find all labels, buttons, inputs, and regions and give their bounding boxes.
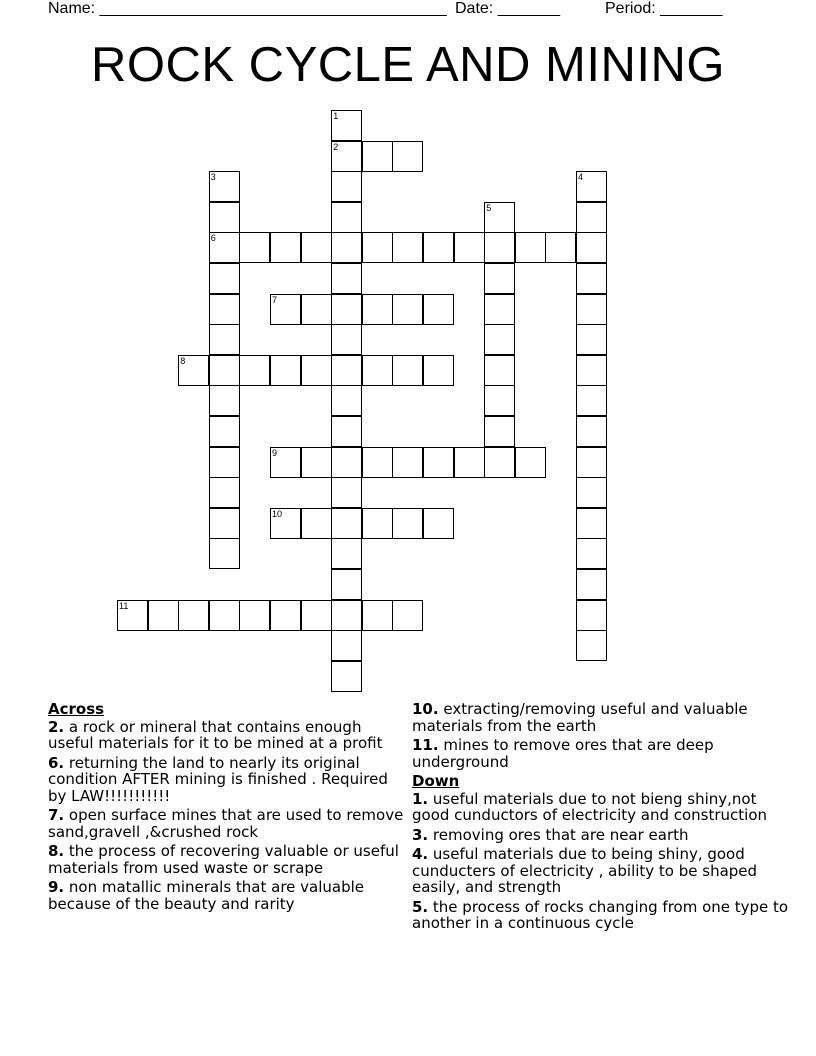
clue-number: 6 xyxy=(210,233,216,244)
crossword-cell[interactable] xyxy=(362,294,393,325)
crossword-cell[interactable] xyxy=(331,600,362,631)
crossword-cell[interactable] xyxy=(576,294,607,325)
crossword-cell[interactable] xyxy=(515,447,546,478)
crossword-cell[interactable] xyxy=(331,232,362,263)
crossword-cell[interactable] xyxy=(209,202,240,233)
across-clue-11: 11. mines to remove ores that are deep underground xyxy=(412,736,714,771)
period-field-label: Period: _______ xyxy=(605,0,723,17)
crossword-cell[interactable] xyxy=(392,355,423,386)
crossword-cell[interactable] xyxy=(331,385,362,416)
crossword-cell[interactable] xyxy=(362,355,393,386)
crossword-cell[interactable] xyxy=(209,600,240,631)
crossword-cell[interactable] xyxy=(484,324,515,355)
crossword-cell[interactable] xyxy=(331,202,362,233)
crossword-cell[interactable] xyxy=(331,661,362,692)
clue-number: 9 xyxy=(272,447,278,458)
crossword-cell[interactable] xyxy=(209,263,240,294)
clues-column-right xyxy=(412,701,792,935)
crossword-cell[interactable] xyxy=(362,508,393,539)
across-clue-10: 10. extracting/removing useful and valuable materials from the earth xyxy=(412,700,748,735)
crossword-cell[interactable] xyxy=(362,600,393,631)
down-clue-1: 1. useful materials due to not bieng shiny,not good cunductors of electricity and construction xyxy=(412,789,768,824)
crossword-cell[interactable] xyxy=(209,385,240,416)
crossword-cell[interactable] xyxy=(209,508,240,539)
crossword-cell[interactable] xyxy=(545,232,576,263)
across-clue-6: 6. returning the land to nearly its original condition AFTER mining is finished . Required by LAW!!!!!!!!!!! xyxy=(48,753,388,805)
crossword-cell[interactable] xyxy=(484,232,515,263)
down-clue-5: 5. the process of rocks changing from one type to another in a continuous cycle xyxy=(412,897,789,932)
crossword-cell[interactable] xyxy=(209,477,240,508)
crossword-cell[interactable] xyxy=(576,416,607,447)
crossword-cell[interactable] xyxy=(209,171,240,202)
crossword-cell[interactable] xyxy=(270,294,301,325)
crossword-cell[interactable] xyxy=(209,416,240,447)
crossword-cell[interactable] xyxy=(209,294,240,325)
crossword-cell[interactable] xyxy=(270,232,301,263)
crossword-cell[interactable] xyxy=(392,508,423,539)
clue-number: 5 xyxy=(486,202,492,213)
down-heading: Down xyxy=(412,772,460,790)
crossword-cell[interactable] xyxy=(576,324,607,355)
crossword-cell[interactable] xyxy=(270,508,301,539)
clue-number: 2 xyxy=(333,141,339,152)
clue-number: 1 xyxy=(333,111,339,121)
crossword-cell[interactable] xyxy=(392,600,423,631)
clue-number: 3 xyxy=(210,172,216,183)
crossword-cell[interactable] xyxy=(209,355,240,386)
crossword-cell[interactable] xyxy=(484,416,515,447)
crossword-cell[interactable] xyxy=(331,263,362,294)
crossword-cell[interactable] xyxy=(484,202,515,233)
crossword-cell[interactable] xyxy=(392,232,423,263)
crossword-cell[interactable] xyxy=(331,171,362,202)
crossword-cell[interactable] xyxy=(331,110,362,141)
crossword-cell[interactable] xyxy=(331,294,362,325)
crossword-cell[interactable] xyxy=(484,447,515,478)
crossword-cell[interactable] xyxy=(576,171,607,202)
crossword-cell[interactable] xyxy=(301,447,332,478)
crossword-cell[interactable] xyxy=(423,294,454,325)
down-clue-4: 4. useful materials due to being shiny, good cunducters of electricity , ability to be shaped easily, and strength xyxy=(412,845,758,896)
across-clue-2: 2. a rock or mineral that contains enough useful materials for it to be mined at a profit xyxy=(48,717,383,752)
crossword-cell[interactable] xyxy=(576,447,607,478)
crossword-cell[interactable] xyxy=(331,630,362,661)
crossword-cell[interactable] xyxy=(576,630,607,661)
clue-number: 11 xyxy=(119,600,129,611)
crossword-cell[interactable] xyxy=(423,232,454,263)
clue-number: 8 xyxy=(180,355,186,366)
crossword-cell[interactable] xyxy=(239,355,270,386)
crossword-cell[interactable] xyxy=(270,600,301,631)
date-field-label: Date: _______ xyxy=(455,0,560,17)
crossword-cell[interactable] xyxy=(331,324,362,355)
crossword-cell[interactable] xyxy=(362,232,393,263)
crossword-cell[interactable] xyxy=(301,508,332,539)
crossword-cell[interactable] xyxy=(239,600,270,631)
crossword-cell[interactable] xyxy=(576,232,607,263)
across-heading: Across xyxy=(48,700,105,718)
down-clue-3: 3. removing ores that are near earth xyxy=(412,825,689,844)
crossword-cell[interactable] xyxy=(576,508,607,539)
clue-number: 10 xyxy=(272,508,283,519)
clue-number: 4 xyxy=(578,172,584,183)
crossword-cell[interactable] xyxy=(117,600,148,631)
crossword-cell[interactable] xyxy=(392,294,423,325)
clues-column-left xyxy=(48,701,408,915)
crossword-cell[interactable] xyxy=(331,141,362,172)
crossword-cell[interactable] xyxy=(301,600,332,631)
crossword-cell[interactable] xyxy=(423,447,454,478)
crossword-cell[interactable] xyxy=(576,202,607,233)
crossword-cell[interactable] xyxy=(331,477,362,508)
crossword-cell[interactable] xyxy=(178,355,209,386)
crossword-cell[interactable] xyxy=(178,600,209,631)
crossword-cell[interactable] xyxy=(362,447,393,478)
crossword-cell[interactable] xyxy=(331,355,362,386)
across-clue-8: 8. the process of recovering valuable or useful materials from used waste or scrape xyxy=(48,842,399,877)
crossword-cell[interactable] xyxy=(148,600,179,631)
across-clue-7: 7. open surface mines that are used to remove sand,gravell ,&crushed rock xyxy=(48,806,404,841)
crossword-cell[interactable] xyxy=(454,447,485,478)
crossword-cell[interactable] xyxy=(301,355,332,386)
crossword-cell[interactable] xyxy=(331,538,362,569)
crossword-cell[interactable] xyxy=(362,141,393,172)
crossword-cell[interactable] xyxy=(209,538,240,569)
crossword-cell[interactable] xyxy=(392,447,423,478)
crossword-cell[interactable] xyxy=(270,355,301,386)
crossword-cell[interactable] xyxy=(423,355,454,386)
crossword-cell[interactable] xyxy=(301,232,332,263)
crossword-cell[interactable] xyxy=(209,232,240,263)
crossword-cell[interactable] xyxy=(484,355,515,386)
crossword-cell[interactable] xyxy=(454,232,485,263)
across-clue-9: 9. non matallic minerals that are valuable because of the beauty and rarity xyxy=(48,878,365,913)
crossword-cell[interactable] xyxy=(576,477,607,508)
crossword-cell[interactable] xyxy=(331,569,362,600)
page-title: ROCK CYCLE AND MINING xyxy=(91,38,725,92)
crossword-cell[interactable] xyxy=(576,538,607,569)
crossword-cell[interactable] xyxy=(576,569,607,600)
crossword-cell[interactable] xyxy=(209,447,240,478)
crossword-cell[interactable] xyxy=(331,416,362,447)
crossword-cell[interactable] xyxy=(484,294,515,325)
crossword-cell[interactable] xyxy=(423,508,454,539)
crossword-cell[interactable] xyxy=(239,232,270,263)
clue-number: 7 xyxy=(272,294,278,305)
crossword-cell[interactable] xyxy=(392,141,423,172)
crossword-cell[interactable] xyxy=(270,447,301,478)
crossword-cell[interactable] xyxy=(576,355,607,386)
crossword-cell[interactable] xyxy=(331,508,362,539)
crossword-cell[interactable] xyxy=(576,385,607,416)
crossword-cell[interactable] xyxy=(301,294,332,325)
crossword-cell[interactable] xyxy=(209,324,240,355)
crossword-cell[interactable] xyxy=(576,263,607,294)
crossword-cell[interactable] xyxy=(331,447,362,478)
crossword-cell[interactable] xyxy=(484,263,515,294)
crossword-cell[interactable] xyxy=(484,385,515,416)
name-field-label: Name: _______________________________________ xyxy=(48,0,447,17)
crossword-cell[interactable] xyxy=(576,600,607,631)
crossword-cell[interactable] xyxy=(515,232,546,263)
